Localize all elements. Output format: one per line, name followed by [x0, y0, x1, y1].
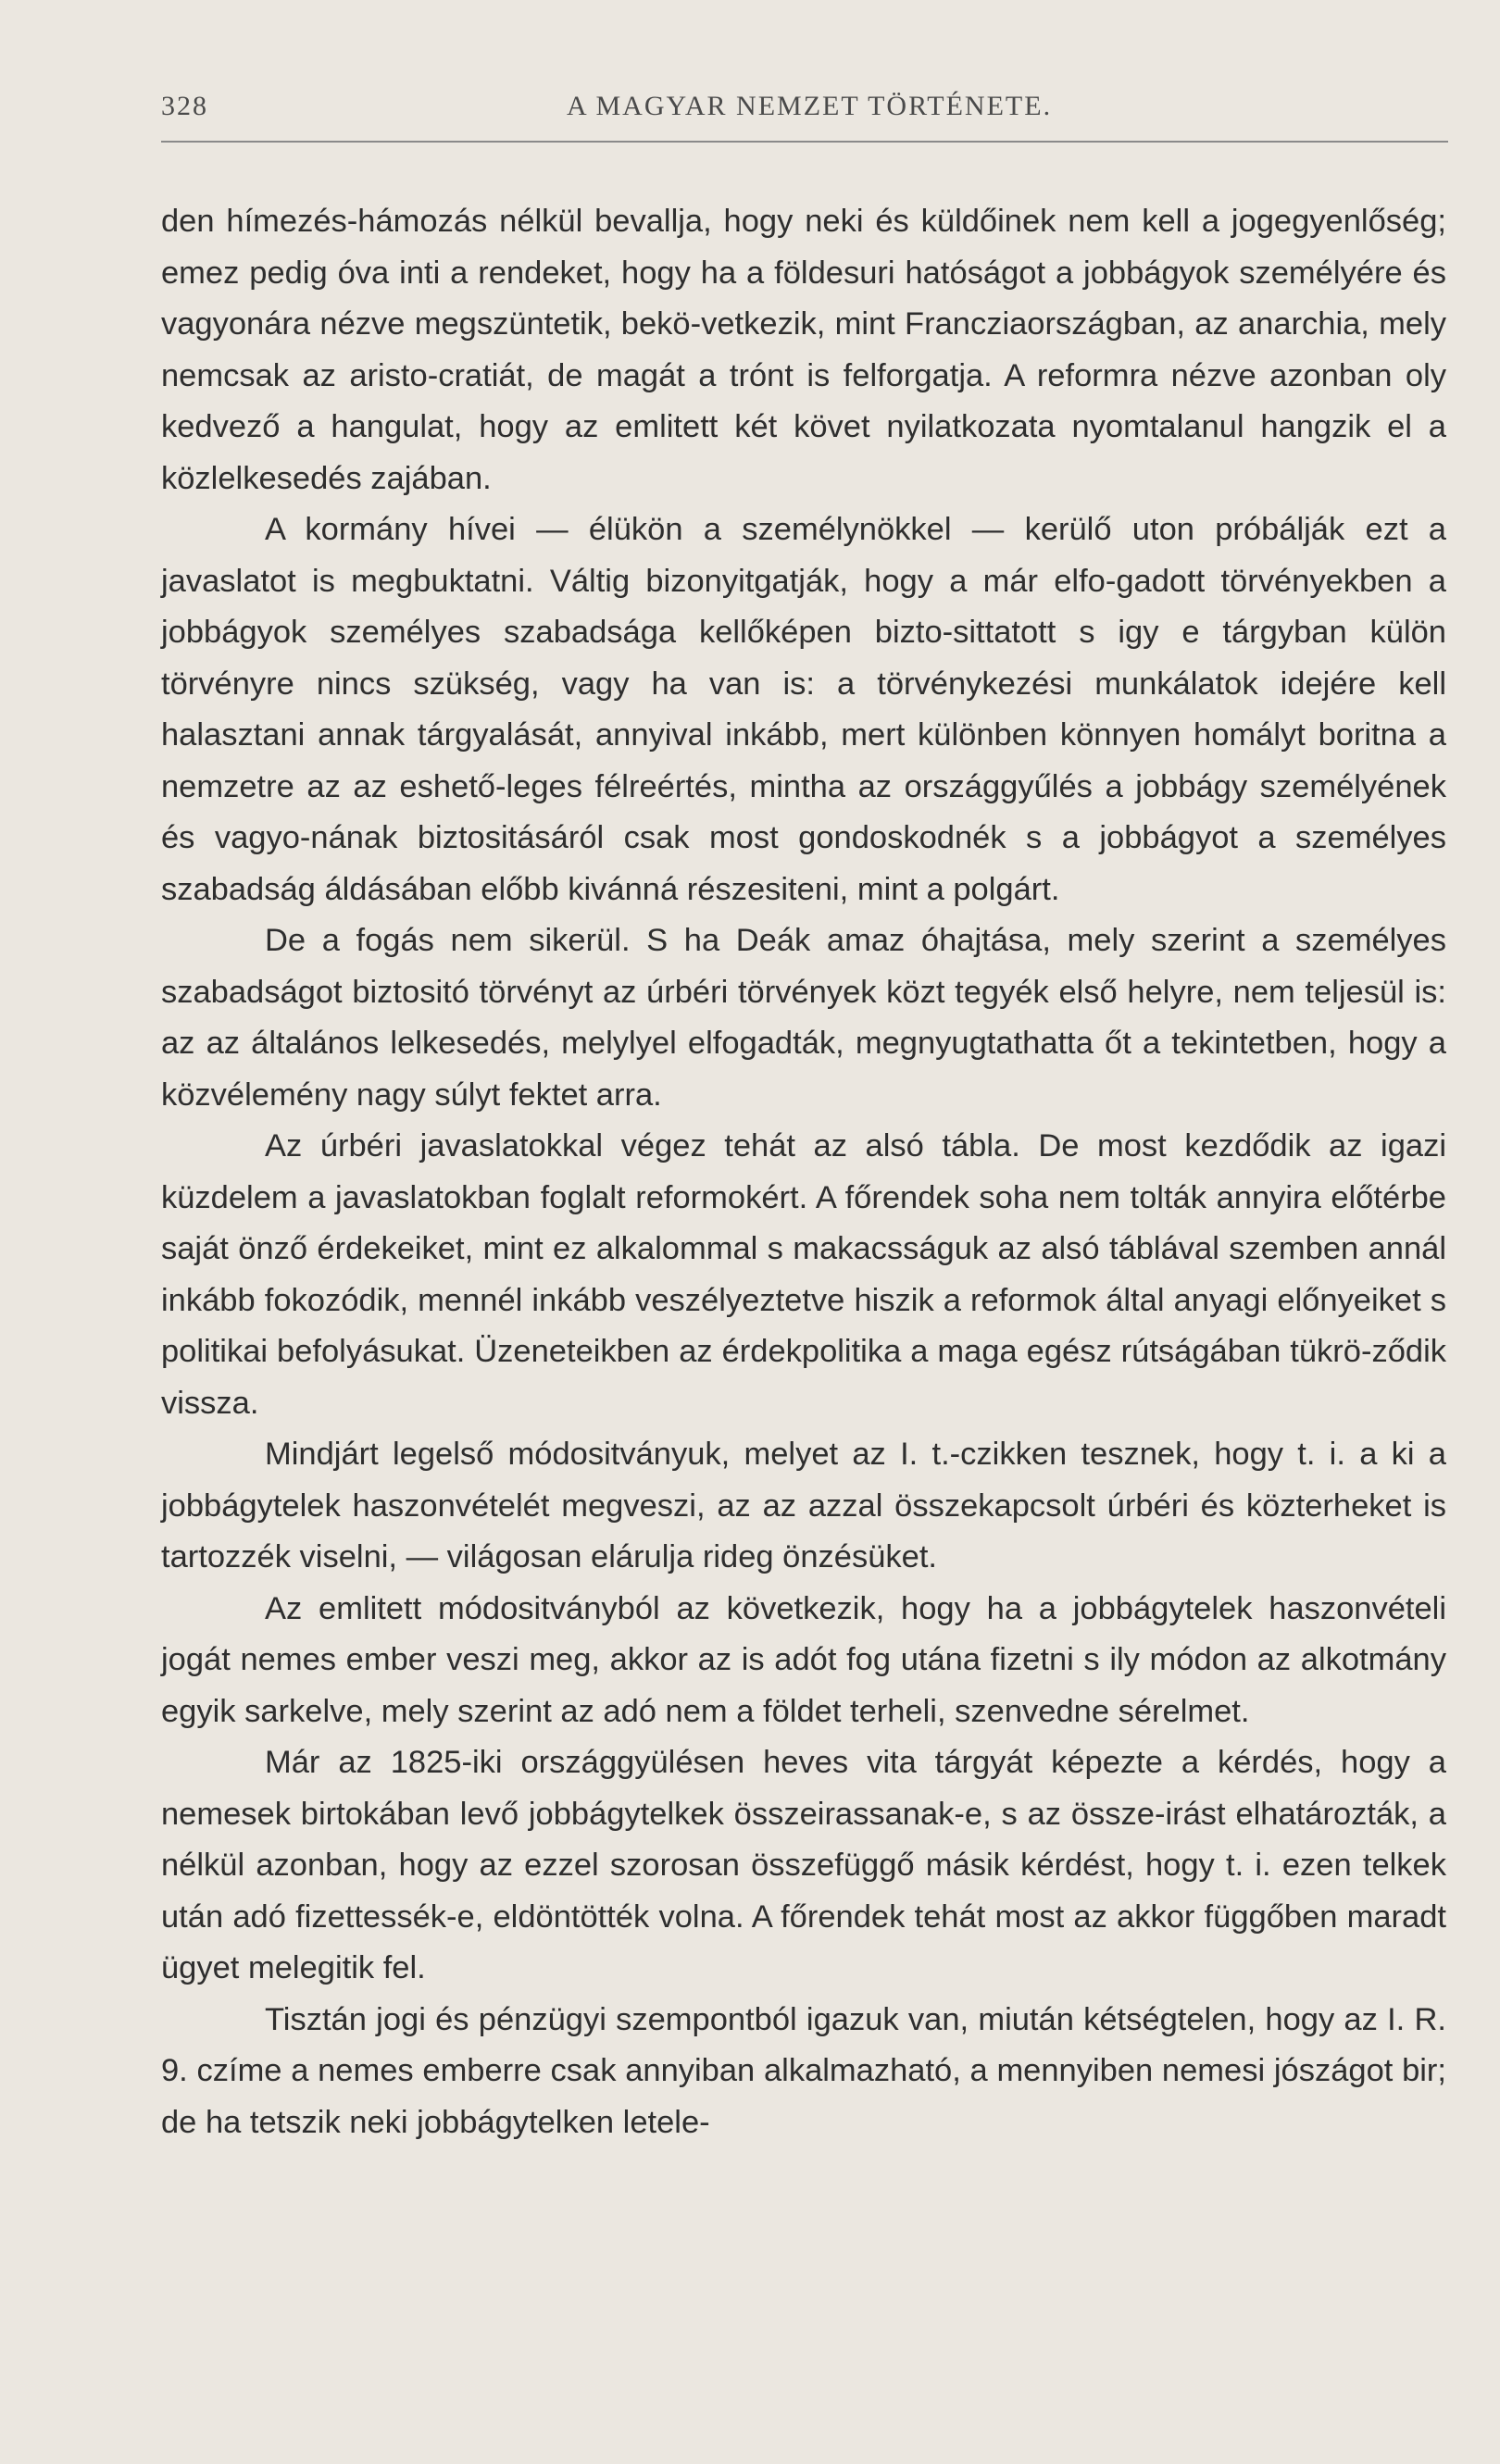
running-title: A MAGYAR NEMZET TÖRTÉNETE.: [567, 91, 1053, 121]
page-number: 328: [161, 91, 208, 121]
paragraph: Az úrbéri javaslatokkal végez tehát az alsó tábla. De most kezdődik az igazi küzdelem a javaslatokban foglalt reformokért. A főrendek soha nem tolták annyira előtérbe saját önző érdekeiket, mint ez alkalommal s makacsságuk az alsó táblával szemben annál inkább fokozódik, mennél inkább veszélyeztetve hiszik a reformok által anyagi előnyeiket s politikai befolyásukat. Üzeneteikben az érdekpolitika a maga egész rútságában tükrö-ződik vissza.: [161, 1128, 1446, 1421]
paragraph: Az emlitett módositványból az következik, hogy ha a jobbágytelek haszonvételi jogát nemes ember veszi meg, akkor az is adót fog utána fizetni s ily módon az alkotmány egyik sarkelve, mely szerint az adó nem a földet terheli, szenvedne sérelmet.: [161, 1590, 1446, 1729]
paragraph: A kormány hívei — élükön a személynökkel — kerülő uton próbálják ezt a javaslatot is megbuktatni. Váltig bizonyitgatják, hogy a már elfo-gadott törvényekben a jobbágyok személyes szabadsága kellőképen bizto-sittatott s igy e tárgyban külön törvényre nincs szükség, vagy ha van is: a törvénykezési munkálatok idejére kell halasztani annak tárgyalását, annyival inkább, mert különben könnyen homályt boritna a nemzetre az az eshető-leges félreértés, mintha az országgyűlés a jobbágy személyének és vagyo-nának biztositásáról csak most gondoskodnék s a jobbágyot a személyes szabadság áldásában előbb kivánná részesiteni, mint a polgárt.: [161, 512, 1446, 907]
paragraph: Tisztán jogi és pénzügyi szempontból igazuk van, miután kétségtelen, hogy az I. R. 9. czíme a nemes emberre csak annyiban alkalmazható, a mennyiben nemesi jószágot bir; de ha tetszik neki jobbágytelken letele-: [161, 2001, 1446, 2140]
paragraph: Már az 1825-iki országgyülésen heves vita tárgyát képezte a kérdés, hogy a nemesek birtokában levő jobbágytelkek összeirassanak-e, s az össze-irást elhatározták, a nélkül azonban, hogy az ezzel szorosan összefüggő másik kérdést, hogy t. i. ezen telkek után adó fizettessék-e, eldöntötték volna. A főrendek tehát most az akkor függőben maradt ügyet melegitik fel.: [161, 1745, 1446, 1985]
header-rule: [161, 141, 1448, 143]
paragraph: Mindjárt legelső módositványuk, melyet az I. t.-czikken tesznek, hogy t. i. a ki a jobbágytelek haszonvételét megveszi, az az azzal összekapcsolt úrbéri és közterheket is tartozzék viselni, — világosan elárulja rideg önzésüket.: [161, 1437, 1446, 1574]
body-text: [161, 196, 1446, 2148]
paragraph: den hímezés-hámozás nélkül bevallja, hogy neki és küldőinek nem kell a jogegyenlőség; emez pedig óva inti a rendeket, hogy ha a földesuri hatóságot a jobbágyok személyére és vagyonára nézve megszüntetik, bekö-vetkezik, mint Francziaországban, az anarchia, mely nemcsak az aristo-cratiát, de magát a trónt is felforgatja. A reformra nézve azonban oly kedvező a hangulat, hogy az emlitett két követ nyilatkozata nyomtalanul hangzik el a közlelkesedés zajában.: [161, 204, 1446, 496]
paragraph: De a fogás nem sikerül. S ha Deák amaz óhajtása, mely szerint a személyes szabadságot biztositó törvényt az úrbéri törvények közt tegyék első helyre, nem teljesül is: az az általános lelkesedés, melylyel elfogadták, megnyugtathatta őt a tekintetben, hogy a közvélemény nagy súlyt fektet arra.: [161, 923, 1446, 1113]
